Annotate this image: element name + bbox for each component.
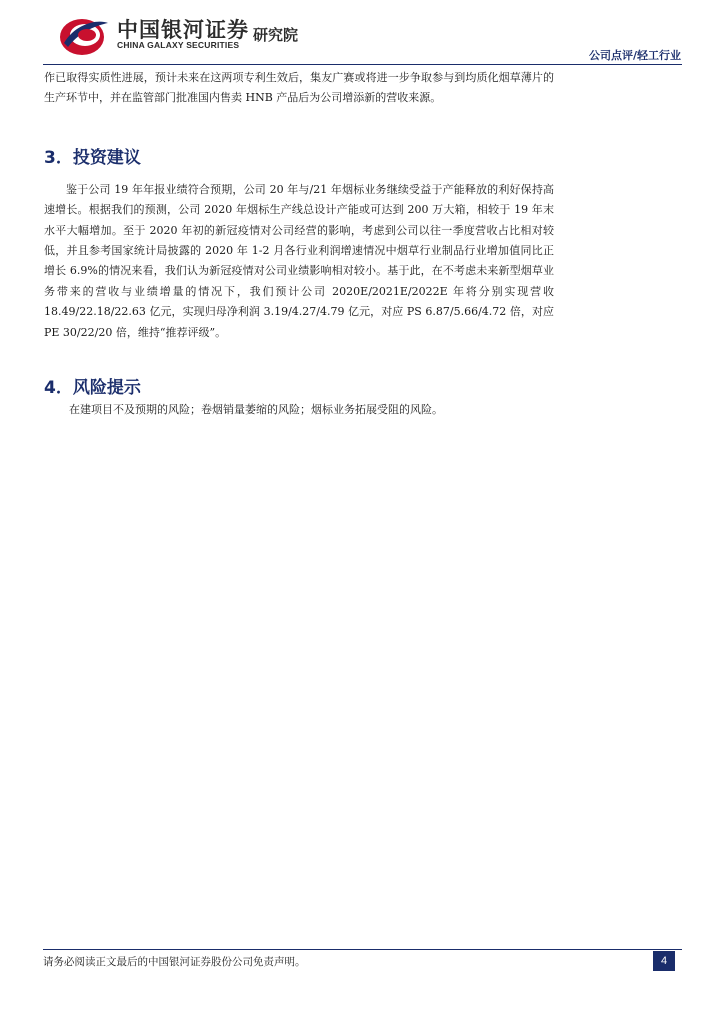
section-4-heading: 4．风险提示: [44, 378, 141, 399]
page-header: [0, 0, 724, 70]
section-3-heading: 3．投资建议: [44, 147, 141, 168]
intro-paragraph: 作已取得实质性进展，预计未来在这两项专利生效后，集友广赛或将进一步争取参与到均质化烟草薄片的生产环节中，并在监管部门批准国内售卖 HNB 产品后为公司增添新的营收来源。: [44, 71, 554, 105]
report-category: 公司点评/轻工行业: [588, 49, 681, 62]
research-institute-label: 研究院: [253, 26, 299, 44]
logo-chinese-name: 中国银河证券: [117, 18, 249, 42]
page-number-badge: 4: [653, 951, 675, 971]
header-divider: [43, 64, 682, 65]
report-body: [44, 68, 554, 420]
logo-english-name: CHINA GALAXY SECURITIES: [117, 40, 240, 50]
disclaimer-note: 请务必阅读正文最后的中国银河证券股份公司免责声明。: [43, 956, 306, 968]
investment-advice-paragraph: 鉴于公司 19 年年报业绩符合预期，公司 20 年与/21 年烟标业务继续受益于产能释放的利好保持高速增长。根据我们的预测，公司 2020 年烟标生产线总设计产能或可达到 200 万大箱，相较于 19 年末水平大幅增加。至于 2020 年初的新冠疫情对公司经营的影响，考虑到公司以往一季度营收占比相对较低，并且参考国家统计局披露的 2020 年 1-2 月各行业利润增速情况中烟草行业制品行业增加值同比正增长 6.9%的情况来看，我们认为新冠疫情对公司业绩影响相对较小。基于此，在不考虑未来新型烟草业务带来的营收与业绩增量的情况下，我们预计公司 2020E/2021E/2022E 年将分别实现营收 18.49/22.18/22.63 亿元，实现归母净利润 3.19/4.27/4.79 亿元，对应 PS 6.87/5.66/4.72 倍，对应 PE 30/22/20 倍，维持“推荐评级”。: [44, 182, 554, 339]
china-galaxy-logo-icon: [58, 13, 110, 57]
footer-divider: [43, 949, 682, 950]
risk-warning-paragraph: 在建项目不及预期的风险；卷烟销量萎缩的风险；烟标业务拓展受阻的风险。: [69, 403, 443, 417]
